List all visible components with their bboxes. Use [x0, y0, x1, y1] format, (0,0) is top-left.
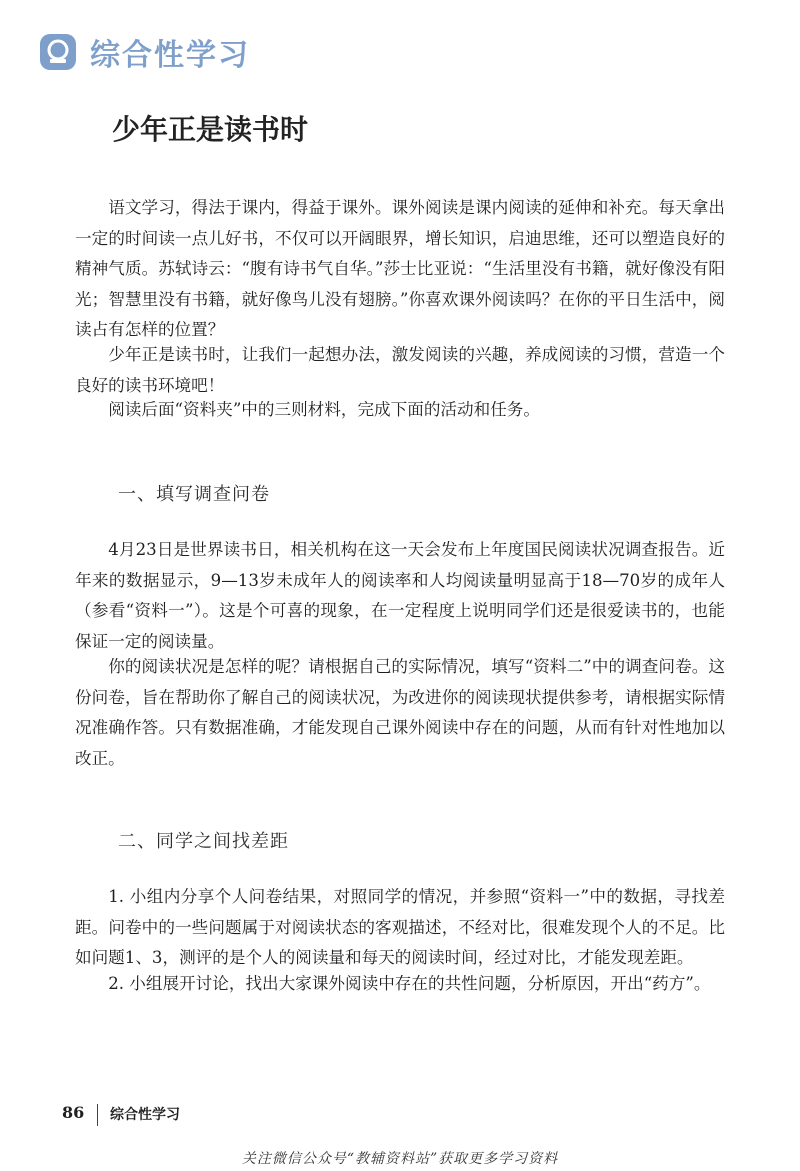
intro-paragraph-3: 阅读后面“资料夹”中的三则材料，完成下面的活动和任务。	[108, 400, 540, 419]
person-icon	[40, 34, 76, 70]
intro-paragraph-1: 语文学习，得法于课内，得益于课外。课外阅读是课内阅读的延伸和补充。每天拿出一定的时间读一点儿好书，不仅可以开阔眼界，增长知识，启迪思维，还可以塑造良好的精神气质。苏轼诗云：“腹有诗书气自华。”莎士比亚说：“生活里没有书籍，就好像没有阳光；智慧里没有书籍，就好像鸟儿没有翅膀。”你喜欢课外阅读吗？在你的平日生活中，阅读占有怎样的位置？	[75, 198, 725, 339]
watermark-text: 关注微信公众号“教辅资料站”获取更多学习资料	[241, 1151, 559, 1167]
page-number: 86	[62, 1103, 85, 1122]
intro-paragraph-2: 少年正是读书时，让我们一起想办法，激发阅读的兴趣，养成阅读的习惯，营造一个良好的读书环境吧！	[75, 345, 725, 395]
footer-label: 综合性学习	[110, 1107, 180, 1123]
page-title: 少年正是读书时	[112, 113, 309, 146]
section-1-paragraph-2: 你的阅读状况是怎样的呢？请根据自己的实际情况，填写“资料二”中的调查问卷。这份问卷，旨在帮助你了解自己的阅读状况，为改进你的阅读现状提供参考，请根据实际情况准确作答。只有数据准确，才能发现自己课外阅读中存在的问题，从而有针对性地加以改正。	[75, 657, 725, 768]
section-2-heading: 二、同学之间找差距	[118, 831, 289, 852]
section-2-paragraph-1: 1. 小组内分享个人问卷结果，对照同学的情况，并参照“资料一”中的数据，寻找差距。问卷中的一些问题属于对阅读状态的客观描述，不经对比，很难发现个人的不足。比如问题1、3，测评的是个人的阅读量和每天的阅读时间，经过对比，才能发现差距。	[75, 887, 725, 967]
section-1-heading: 一、填写调查问卷	[118, 484, 270, 505]
section-category-title: 综合性学习	[90, 38, 250, 73]
footer-divider	[97, 1104, 98, 1126]
section-2-paragraph-2: 2. 小组展开讨论，找出大家课外阅读中存在的共性问题，分析原因，开出“药方”。	[108, 974, 711, 993]
section-1-paragraph-1: 4月23日是世界读书日，相关机构在这一天会发布上年度国民阅读状况调查报告。近年来的数据显示，9—13岁未成年人的阅读率和人均阅读量明显高于18—70岁的成年人（参看“资料一”）。这是个可喜的现象，在一定程度上说明同学们还是很爱读书的，也能保证一定的阅读量。	[75, 540, 725, 651]
page-header	[40, 30, 250, 74]
